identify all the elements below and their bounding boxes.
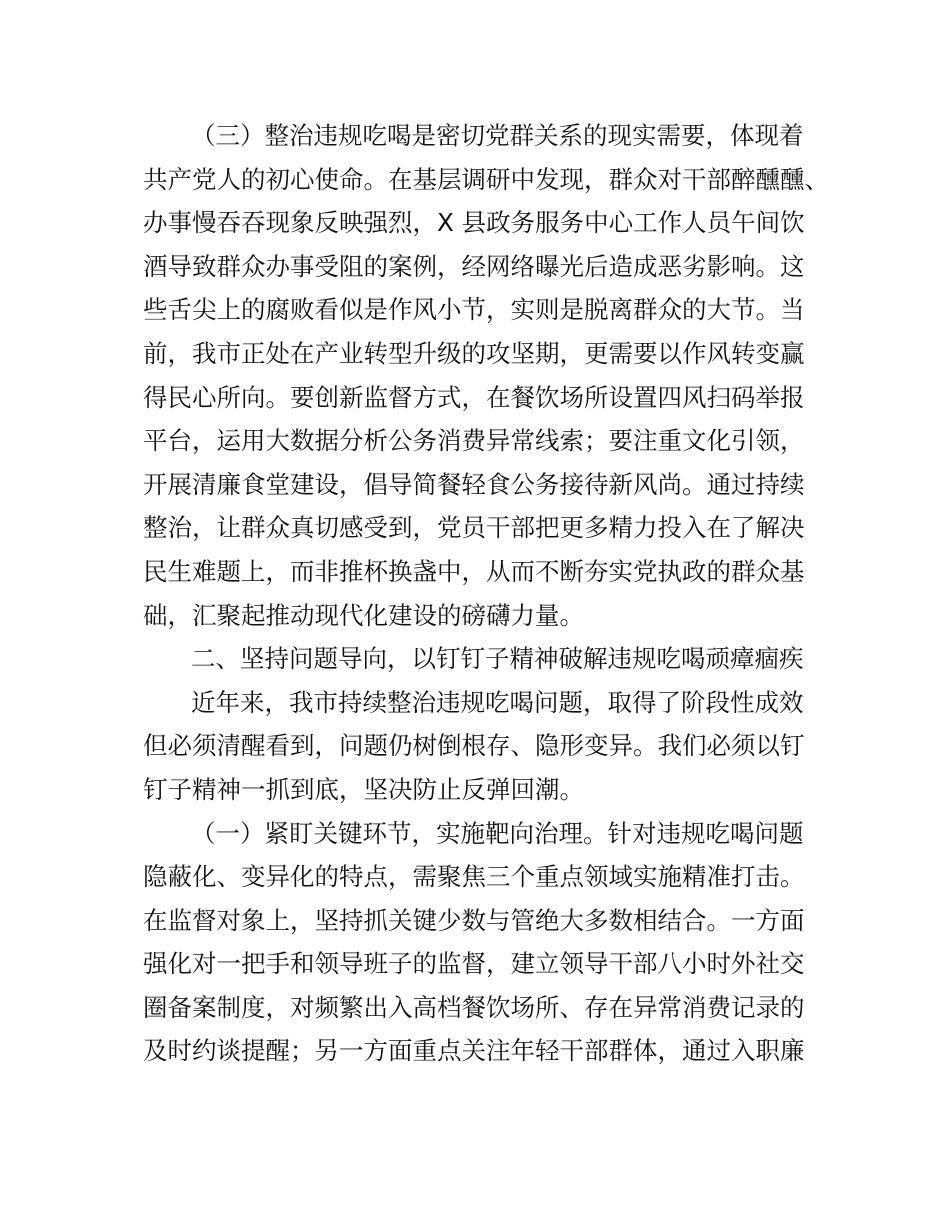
paragraph-line: 近年来，我市持续整治违规吃喝问题，取得了阶段性成效 (191, 687, 804, 717)
paragraph-line: 酒导致群众办事受阻的案例，经网络曝光后造成恶劣影响。这 (143, 251, 805, 281)
paragraph-line: 圈备案制度，对频繁出入高档餐饮场所、存在异常消费记录的 (143, 992, 805, 1022)
paragraph-line: 民生难题上，而非推杯换盏中，从而不断夯实党执政的群众基 (143, 556, 805, 586)
paragraph-line: （一）紧盯关键环节，实施靶向治理。针对违规吃喝问题 (191, 818, 804, 848)
section-heading: 二、坚持问题导向，以钉钉子精神破解违规吃喝顽瘴痼疾 (191, 644, 804, 674)
paragraph-line: 些舌尖上的腐败看似是作风小节，实则是脱离群众的大节。当 (143, 295, 805, 325)
paragraph-line: 得民心所向。要创新监督方式，在餐饮场所设置四风扫码举报 (143, 382, 805, 412)
paragraph-line: 及时约谈提醒；另一方面重点关注年轻干部群体，通过入职廉 (143, 1036, 805, 1066)
paragraph-line: 办事慢吞吞现象反映强烈，X 县政务服务中心工作人员午间饮 (143, 208, 805, 238)
paragraph-line: （三）整治违规吃喝是密切党群关系的现实需要，体现着 (191, 121, 804, 150)
paragraph-line: 但必须清醒看到，问题仍树倒根存、隐形变异。我们必须以钉 (143, 731, 805, 761)
paragraph-line: 钉子精神一抓到底，坚决防止反弹回潮。 (143, 774, 584, 804)
paragraph-line: 整治，让群众真切感受到，党员干部把更多精力投入在了解决 (143, 513, 805, 543)
paragraph-line: 础，汇聚起推动现代化建设的磅礴力量。 (143, 600, 584, 630)
paragraph-line: 开展清廉食堂建设，倡导简餐轻食公务接待新风尚。通过持续 (143, 469, 805, 499)
paragraph-line: 前，我市正处在产业转型升级的攻坚期，更需要以作风转变赢 (143, 338, 805, 368)
paragraph-line: 强化对一把手和领导班子的监督，建立领导干部八小时外社交 (143, 949, 805, 979)
paragraph-line: 平台，运用大数据分析公务消费异常线索；要注重文化引领， (143, 426, 805, 456)
paragraph-line: 共产党人的初心使命。在基层调研中发现，群众对干部醉醺醺、 (143, 164, 829, 194)
paragraph-line: 在监督对象上，坚持抓关键少数与管绝大多数相结合。一方面 (143, 905, 805, 935)
paragraph-line: 隐蔽化、变异化的特点，需聚焦三个重点领域实施精准打击。 (143, 862, 805, 892)
document-body (143, 114, 829, 1073)
